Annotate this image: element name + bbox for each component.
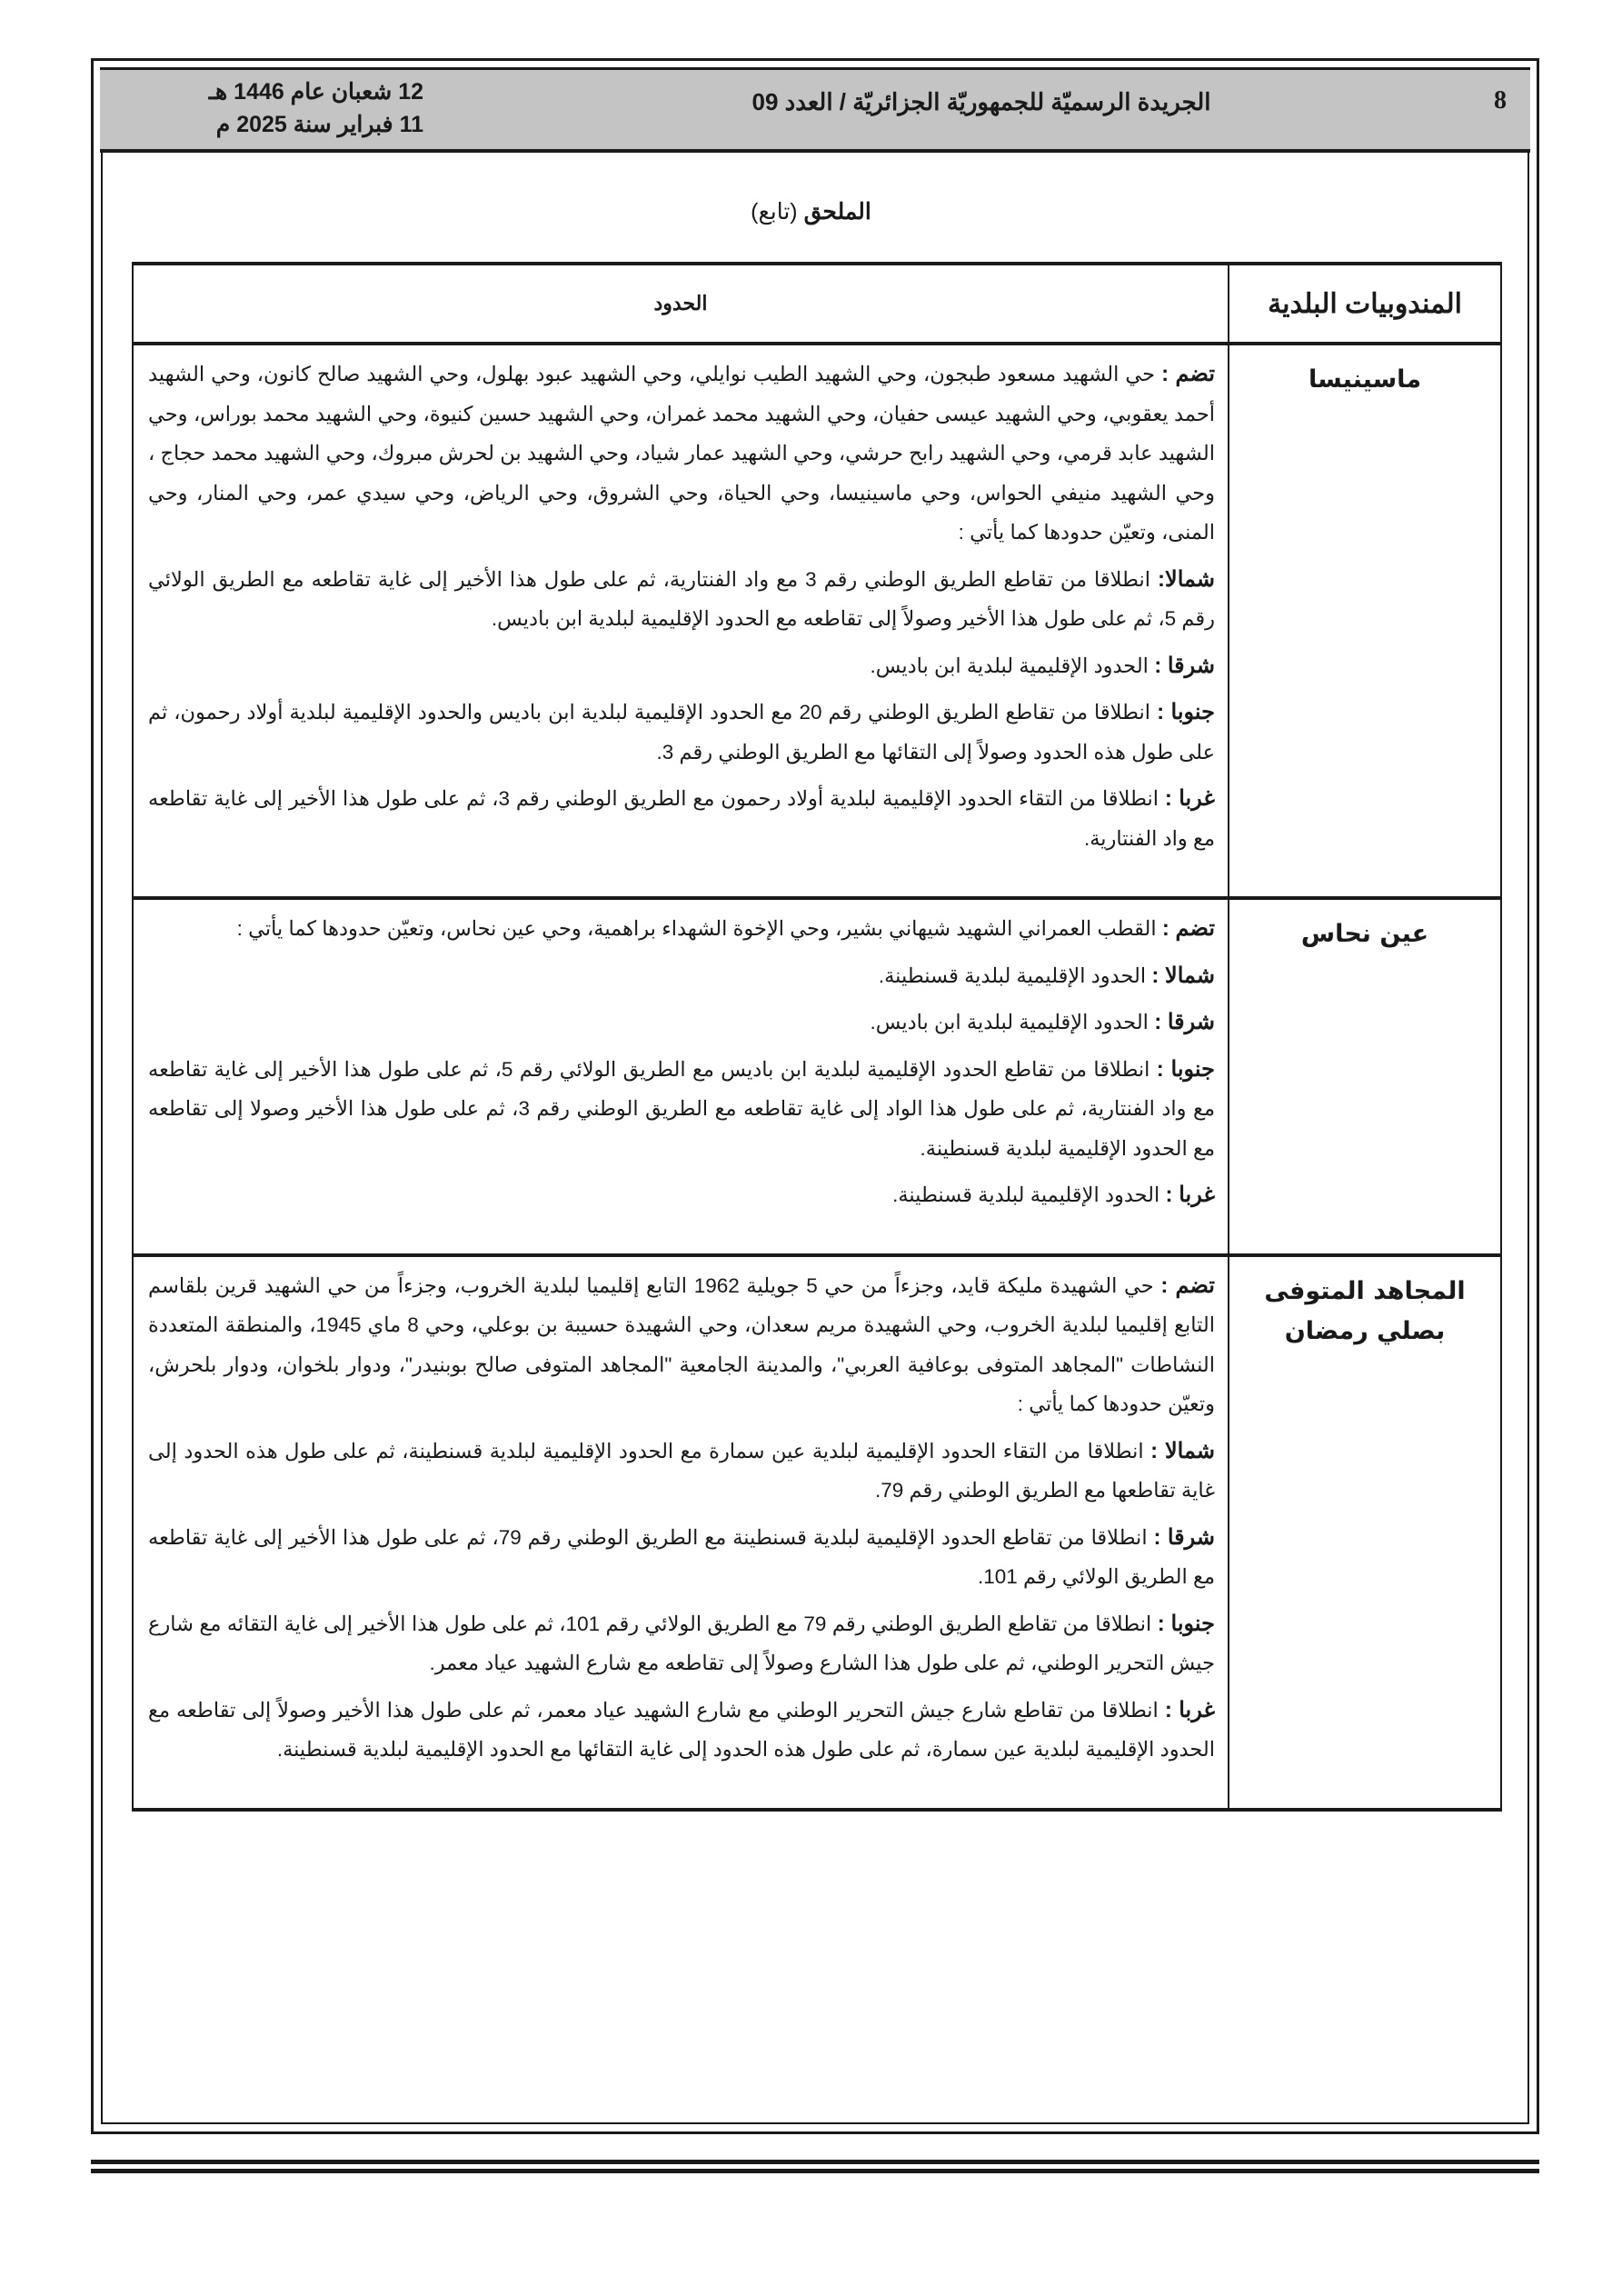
boundaries-table (132, 262, 1502, 1812)
gazette-title: الجريدة الرسميّة للجمهوريّة الجزائريّة / العدد 09 (751, 88, 1211, 115)
column-header-delegations: المندوبيات البلدية (1229, 264, 1501, 344)
bottom-rule (91, 2160, 1539, 2164)
paragraph-north: شمالا : الحدود الإقليمية لبلدية قسنطينة. (878, 963, 1215, 988)
paragraph-east: شرقا : الحدود الإقليمية لبلدية ابن باديس. (870, 1010, 1215, 1034)
header-date (133, 75, 423, 141)
delegation-name: المجاهد المتوفى بصلي رمضان (1229, 1255, 1501, 1810)
annex-title: الملحق (803, 199, 871, 225)
date-hijri: 12 شعبان عام 1446 هـ (208, 79, 423, 105)
table-header-row (133, 264, 1501, 344)
table-row (133, 344, 1501, 898)
annex-heading (0, 198, 1622, 225)
date-gregorian: 11 فبراير سنة 2025 م (215, 112, 423, 137)
table-row (133, 898, 1501, 1255)
paragraph-west: غربا : الحدود الإقليمية لبلدية قسنطينة. (892, 1183, 1215, 1207)
paragraph-south: جنوبا : انطلاقا من تقاطع الطريق الوطني رقم 20 مع الحدود الإقليمية لبلدية ابن باديس والحدود الإقليمية لبلدية أولاد رحمون، ثم على طول هذه الحدود وصولاً إلى التقائها مع الطريق الوطني رقم 3. (148, 700, 1216, 764)
gazette-header (100, 67, 1530, 153)
column-header-boundaries: الحدود (133, 264, 1229, 344)
paragraph-south: جنوبا : انطلاقا من تقاطع الحدود الإقليمية لبلدية ابن باديس مع الطريق الولائي رقم 5، ثم على طول هذا الأخير إلى غاية تقاطعه مع واد الفنتارية، ثم على طول هذا الواد إلى غاية تقاطعه مع الطريق الوطني رقم 3، ثم على طول هذا الأخير وصولا إلى تقاطعه مع الحدود الإقليمية لبلدية قسنطينة. (148, 1056, 1216, 1160)
paragraph-east: شرقا : انطلاقا من تقاطع الحدود الإقليمية لبلدية قسنطينة مع الطريق الوطني رقم 79، ثم على طول هذا الأخير إلى غاية تقاطعه مع الطريق الولائي رقم 101. (148, 1524, 1215, 1588)
table-row (133, 1255, 1501, 1810)
paragraph-north: شمالا : انطلاقا من التقاء الحدود الإقليمية لبلدية عين سمارة مع الحدود الإقليمية لبلدية قسنطينة، ثم على طول هذه الحدود إلى غاية تقاطعها مع الطريق الوطني رقم 79. (148, 1438, 1215, 1502)
paragraph-east: شرقا : الحدود الإقليمية لبلدية ابن باديس. (870, 653, 1215, 678)
paragraph-west: غربا : انطلاقا من التقاء الحدود الإقليمية لبلدية أولاد رحمون مع الطريق الوطني رقم 3، ثم على طول هذا الأخير إلى غاية تقاطعه مع واد الفنتارية. (148, 786, 1215, 850)
page-number: 8 (1494, 86, 1507, 115)
paragraph-includes: تضم : حي الشهيد مسعود طبجون، وحي الشهيد الطيب نوايلي، وحي الشهيد عبود بهلول، وحي الشهيد صالح كانون، وحي الشهيد أحمد يعقوبي، وحي الشهيد عيسى حفيان، وحي الشهيد محمد غمران، وحي الشهيد حسين كنيوة، وحي الشهيد محمد بوراس، وحي الشهيد عابد قرمي، وحي الشهيد رابح حرشي، وحي الشهيد عمار شياد، وحي الشهيد بن لحرش مبروك، وحي الشهيد محمد حجاج ، وحي الشهيد منيفي الحواس، وحي ماسينيسا، وحي الحياة، وحي الشروق، وحي الرياض، وحي سيدي عمر، وحي المنار، وحي المنى، وتعيّن حدودها كما يأتي : (148, 362, 1215, 544)
paragraph-includes: تضم : القطب العمراني الشهيد شيهاني بشير، وحي الإخوة الشهداء براهمية، وحي عين نحاس، وتعيّن حدودها كما يأتي : (236, 916, 1215, 941)
delegation-name: عين نحاس (1229, 898, 1501, 1255)
bottom-rule (91, 2169, 1539, 2173)
paragraph-south: جنوبا : انطلاقا من تقاطع الطريق الوطني رقم 79 مع الطريق الولائي رقم 101، ثم على طول هذا الأخير إلى غاية التقائه مع شارع جيش التحرير الوطني، ثم على طول هذا الشارع وصولاً إلى تقاطعه مع شارع الشهيد عياد معمر. (148, 1611, 1215, 1674)
delegation-boundaries (133, 344, 1229, 898)
delegation-name: ماسينيسا (1229, 344, 1501, 898)
annex-subtitle: (تابع) (751, 199, 798, 225)
paragraph-north: شمالا: انطلاقا من تقاطع الطريق الوطني رقم 3 مع واد الفنتارية، ثم على طول هذا الأخير إلى غاية تقاطعه مع الطريق الولائي رقم 5، ثم على طول هذا الأخير وصولاً إلى تقاطعه مع الحدود الإقليمية لبلدية ابن باديس. (148, 566, 1215, 630)
delegation-boundaries (133, 1255, 1229, 1810)
delegation-boundaries (133, 898, 1229, 1255)
paragraph-west: غربا : انطلاقا من تقاطع شارع جيش التحرير الوطني مع شارع الشهيد عياد معمر، ثم على طول هذا الأخير وصولاً إلى تقاطعه مع الحدود الإقليمية لبلدية عين سمارة، ثم على طول هذه الحدود إلى غاية التقائها مع الحدود الإقليمية لبلدية قسنطينة. (148, 1697, 1215, 1761)
paragraph-includes: تضم : حي الشهيدة مليكة قايد، وجزءاً من حي 5 جويلية 1962 التابع إقليميا لبلدية الخروب، وجزءاً من حي الشهيد قرين بلقاسم التابع إقليميا لبلدية الخروب، وحي الشهيدة مريم سعدان، وحي الشهيدة حسيبة بن بوعلي، وحي 8 ماي 1945، والمنطقة المتعددة النشاطات "المجاهد المتوفى بوعافية العربي"، والمدينة الجامعية "المجاهد المتوفى صالح بوبنيدر"، ودوار بلخوان، ودوار بلحرش، وتعيّن حدودها كما يأتي : (148, 1273, 1216, 1415)
